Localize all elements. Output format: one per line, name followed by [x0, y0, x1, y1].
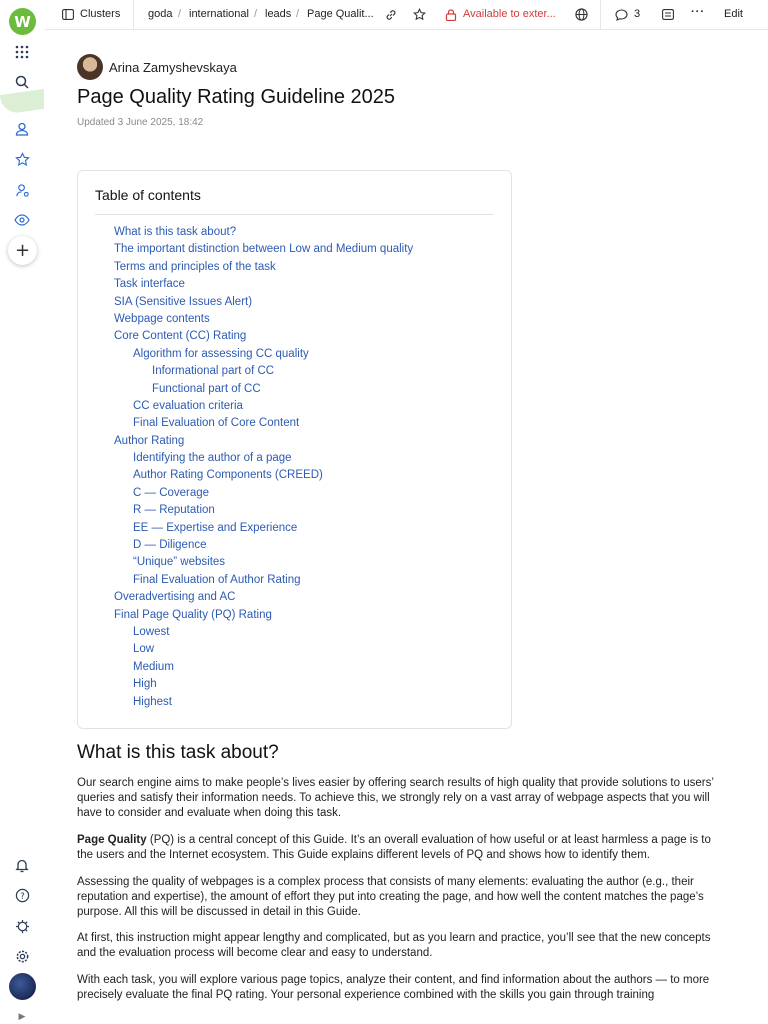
toc-item[interactable]: Task interface	[114, 278, 185, 291]
eye-icon[interactable]	[13, 211, 31, 229]
apps-grid-icon[interactable]	[13, 43, 31, 61]
toc-item[interactable]: Webpage contents	[114, 312, 210, 325]
breadcrumb-separator: /	[254, 8, 258, 20]
left-rail	[0, 0, 45, 1024]
toc-item[interactable]: D — Diligence	[133, 539, 207, 552]
more-menu-icon[interactable]: ···	[691, 6, 705, 18]
table-of-contents	[77, 170, 512, 729]
toc-item[interactable]: Author Rating Components (CREED)	[133, 469, 323, 482]
user-icon[interactable]	[13, 120, 31, 138]
updated-timestamp: Updated 3 June 2025, 18:42	[77, 117, 204, 128]
toc-item[interactable]: SIA (Sensitive Issues Alert)	[114, 295, 253, 308]
toc-item[interactable]: Terms and principles of the task	[114, 260, 276, 273]
toc-item[interactable]: Low	[133, 643, 155, 656]
toc-item[interactable]: Functional part of CC	[152, 382, 261, 395]
breadcrumb-leads[interactable]: leads	[265, 8, 292, 20]
toc-item[interactable]: R — Reputation	[133, 504, 215, 517]
toc-list	[78, 224, 511, 711]
toc-heading: Table of contents	[95, 187, 201, 203]
toc-divider	[95, 214, 494, 215]
sidebar-toggle-icon[interactable]	[62, 9, 74, 23]
toc-item[interactable]: The important distinction between Low and Medium quality	[114, 243, 414, 256]
divider	[133, 0, 134, 30]
author-avatar	[77, 54, 103, 80]
toc-item[interactable]: High	[133, 678, 157, 691]
paragraph: Assessing the quality of webpages is a complex process that consists of many elements: evaluating the author (e.g., their reputation and expertise), the amount of effort they put into creating the page, and how well the content matches the page’s purpose. All this will be discussed in detail in this Guide.	[77, 876, 704, 918]
toc-item[interactable]: Final Evaluation of Core Content	[133, 417, 300, 430]
divider	[600, 0, 601, 30]
toc-item[interactable]: Lowest	[133, 625, 170, 638]
paragraph-text: (PQ) is a central concept of this Guide. It’s an overall evaluation of how useful or at least harmless a page is to the users and the Internet ecosystem. This Guide explains different levels of PQ and shows how to identify them.	[77, 834, 711, 861]
toc-item[interactable]: Identifying the author of a page	[133, 452, 292, 465]
user-avatar[interactable]	[9, 973, 36, 1000]
paragraph	[77, 833, 717, 863]
breadcrumb-goda[interactable]: goda	[148, 8, 173, 20]
clusters-link[interactable]: Clusters	[80, 8, 121, 20]
toc-item[interactable]: Author Rating	[114, 434, 185, 447]
create-button[interactable]: +	[8, 236, 37, 265]
toc-item[interactable]: Highest	[133, 695, 172, 708]
link-icon[interactable]	[385, 9, 397, 24]
search-icon[interactable]	[13, 73, 31, 91]
rail-decoration	[0, 89, 44, 115]
bold-term: Page Quality	[77, 834, 147, 846]
paragraph: Our search engine aims to make people’s lives easier by offering search results of high quality that provide solutions to users’ queries and satisfy their information needs. To achieve this, we strongly rely on a vast array of webpage aspects that you will have to consider and evaluate when doing this task.	[77, 777, 714, 819]
lock-icon	[445, 9, 457, 24]
bell-icon[interactable]	[13, 856, 31, 874]
expand-rail-icon[interactable]: ▶	[18, 1012, 26, 1022]
top-bar	[45, 0, 768, 30]
star-icon[interactable]	[13, 150, 31, 168]
favorite-star-icon[interactable]	[413, 8, 426, 24]
author-line[interactable]	[77, 54, 237, 80]
toc-item[interactable]: Informational part of CC	[152, 365, 275, 378]
help-icon[interactable]	[13, 886, 31, 904]
toc-item[interactable]: Core Content (CC) Rating	[114, 330, 247, 343]
contacts-icon[interactable]	[13, 181, 31, 199]
toc-item[interactable]: Overadvertising and AC	[114, 591, 236, 604]
bug-settings-icon[interactable]	[13, 917, 31, 935]
paragraph: At first, this instruction might appear lengthy and complicated, but as you learn and practice, you’ll see that the new concepts and the evaluation process will become clear and easy to understand.	[77, 932, 711, 959]
svg-text:?: ?	[19, 890, 25, 901]
toc-item[interactable]: Final Page Quality (PQ) Rating	[114, 608, 272, 621]
app-logo[interactable]: W	[9, 8, 36, 35]
toc-item[interactable]: C — Coverage	[133, 486, 210, 499]
access-status[interactable]: Available to exter...	[463, 8, 556, 20]
breadcrumb-separator: /	[296, 8, 300, 20]
toc-panel-icon[interactable]	[662, 9, 674, 23]
toc-item[interactable]: CC evaluation criteria	[133, 399, 243, 412]
breadcrumb-international[interactable]: international	[189, 8, 249, 20]
gear-icon[interactable]	[13, 947, 31, 965]
breadcrumb-separator: /	[178, 8, 182, 20]
breadcrumb-current: Page Qualit...	[307, 8, 374, 20]
toc-item[interactable]: EE — Expertise and Experience	[133, 521, 298, 534]
author-name[interactable]: Arina Zamyshevskaya	[109, 59, 237, 75]
section-heading: What is this task about?	[77, 742, 279, 763]
toc-item[interactable]: What is this task about?	[114, 226, 237, 238]
paragraph: With each task, you will explore various page topics, analyze their content, and find information about the authors — to more precisely evaluate the final PQ rating. Your personal experience combined with the skills you gain through training	[77, 974, 710, 1001]
comments-count[interactable]: 3	[634, 8, 641, 20]
comments-icon[interactable]	[615, 9, 628, 24]
globe-icon[interactable]	[575, 8, 588, 24]
toc-item[interactable]: Algorithm for assessing CC quality	[133, 347, 309, 360]
toc-item[interactable]: “Unique” websites	[133, 556, 226, 569]
toc-item[interactable]: Medium	[133, 660, 174, 673]
toc-item[interactable]: Final Evaluation of Author Rating	[133, 573, 301, 586]
page-title: Page Quality Rating Guideline 2025	[77, 86, 395, 108]
edit-button[interactable]: Edit	[724, 8, 743, 20]
